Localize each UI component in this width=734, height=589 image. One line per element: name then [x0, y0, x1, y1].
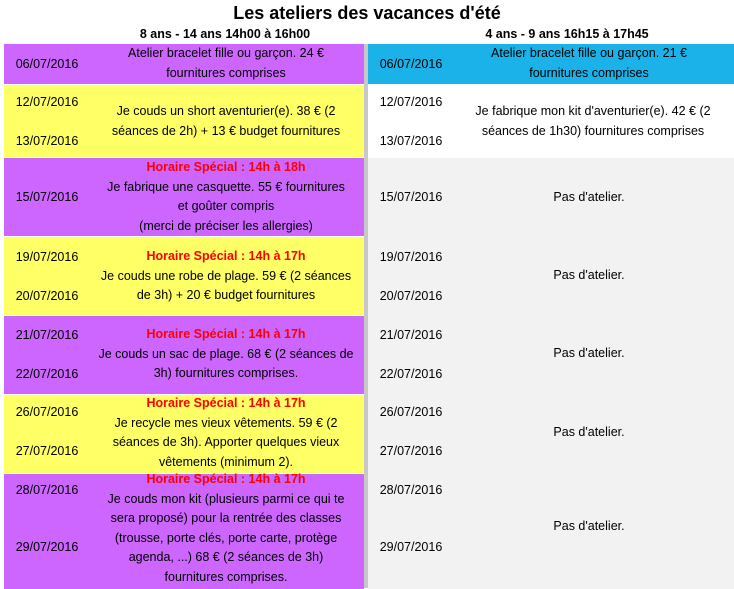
right-column-header: 4 ans - 9 ans 16h15 à 17h45 — [485, 27, 649, 41]
left-row-6-description — [92, 394, 360, 472]
desc-line: Je fabrique une casquette. 55 € fournitures — [107, 179, 345, 194]
right-row-1-description — [452, 44, 726, 83]
desc-line: 3h) fournitures comprises. — [153, 366, 299, 380]
right-row-7-description: Pas d'atelier. — [553, 519, 625, 533]
desc-line: Je couds mon kit (plusieurs parmi ce qui te — [107, 491, 345, 506]
special-schedule-label: Horaire Spécial : 14h à 18h — [146, 160, 306, 174]
page-title: Les ateliers des vacances d'été — [233, 3, 501, 23]
desc-line: Je couds un sac de plage. 68 € (2 séances de — [98, 346, 354, 361]
desc-line: fournitures comprises. — [164, 569, 288, 584]
special-schedule-label: Horaire Spécial : 14h à 17h — [146, 249, 306, 263]
right-row-7-date-1: 28/07/2016 — [379, 483, 443, 497]
left-row-6-date-1: 26/07/2016 — [15, 405, 79, 419]
desc-line: fournitures comprises — [529, 65, 649, 80]
desc-line: (trousse, porte clés, porte carte, protège — [114, 530, 338, 545]
right-row-2-date-1: 12/07/2016 — [379, 95, 443, 109]
desc-line: et goûter compris — [177, 199, 275, 213]
special-schedule-label: Horaire Spécial : 14h à 17h — [146, 327, 306, 341]
left-row-2-date-2: 13/07/2016 — [15, 134, 79, 148]
left-column-header: 8 ans - 14 ans 14h00 à 16h00 — [139, 27, 311, 41]
right-row-6-date-2: 27/07/2016 — [379, 444, 443, 458]
desc-line: Je couds un short aventurier(e). 38 € (2 — [116, 104, 336, 118]
desc-line: sera proposé) pour la rentrée des classes — [110, 511, 342, 525]
desc-line: vêtements (minimum 2). — [158, 454, 294, 469]
special-schedule-label: Horaire Spécial : 14h à 17h — [146, 472, 306, 486]
right-row-6-description: Pas d'atelier. — [553, 425, 625, 439]
right-row-2-description — [452, 102, 734, 141]
right-row-5-description: Pas d'atelier. — [553, 346, 625, 360]
right-row-3-date: 15/07/2016 — [379, 190, 443, 204]
right-row-5-date-1: 21/07/2016 — [379, 328, 443, 342]
desc-line: séances de 3h). Apporter quelques vieux — [112, 435, 340, 449]
desc-line: Atelier bracelet fille ou garçon. 21 € — [491, 46, 687, 60]
right-row-4-description: Pas d'atelier. — [553, 268, 625, 282]
right-row-3-description: Pas d'atelier. — [553, 190, 625, 204]
right-row-2-date-2: 13/07/2016 — [379, 134, 443, 148]
left-row-4-description — [92, 247, 360, 306]
left-row-1-description — [92, 44, 360, 83]
right-row-6-date-1: 26/07/2016 — [379, 405, 443, 419]
desc-line: Atelier bracelet fille ou garçon. 24 € — [128, 46, 324, 60]
left-row-5-description — [92, 325, 360, 384]
right-row-5-date-2: 22/07/2016 — [379, 367, 443, 381]
right-row-1-date: 06/07/2016 — [379, 57, 443, 71]
left-row-3-date: 15/07/2016 — [15, 190, 79, 204]
left-row-7-date-2: 29/07/2016 — [15, 540, 79, 554]
desc-line: séances de 2h) + 13 € budget fournitures — [111, 123, 341, 138]
left-row-4-date-1: 19/07/2016 — [15, 250, 79, 264]
desc-line: de 3h) + 20 € budget fournitures — [136, 288, 316, 302]
left-row-5-date-2: 22/07/2016 — [15, 367, 79, 381]
desc-line: fournitures comprises — [166, 65, 286, 80]
left-row-2-date-1: 12/07/2016 — [15, 95, 79, 109]
desc-line: Je recycle mes vieux vêtements. 59 € (2 — [114, 415, 338, 430]
left-row-5-date-1: 21/07/2016 — [15, 328, 79, 342]
left-row-7-description — [92, 470, 360, 587]
special-schedule-label: Horaire Spécial : 14h à 17h — [146, 396, 306, 410]
left-row-1-date: 06/07/2016 — [15, 57, 79, 71]
left-row-4-date-2: 20/07/2016 — [15, 289, 79, 303]
right-row-4-date-2: 20/07/2016 — [379, 289, 443, 303]
desc-line: séances de 1h30) fournitures comprises — [481, 123, 705, 138]
desc-line: agenda, ...) 68 € (2 séances de 3h) — [128, 550, 324, 564]
left-row-6-date-2: 27/07/2016 — [15, 444, 79, 458]
left-row-2-description — [92, 102, 360, 141]
desc-line: Je couds une robe de plage. 59 € (2 séances — [100, 268, 352, 283]
left-row-7-date-1: 28/07/2016 — [15, 483, 79, 497]
left-row-3-description — [92, 158, 360, 236]
right-row-4-date-1: 19/07/2016 — [379, 250, 443, 264]
right-row-7-date-2: 29/07/2016 — [379, 540, 443, 554]
desc-line: Je fabrique mon kit d'aventurier(e). 42 € (2 — [475, 104, 711, 118]
desc-line: (merci de préciser les allergies) — [139, 218, 313, 233]
